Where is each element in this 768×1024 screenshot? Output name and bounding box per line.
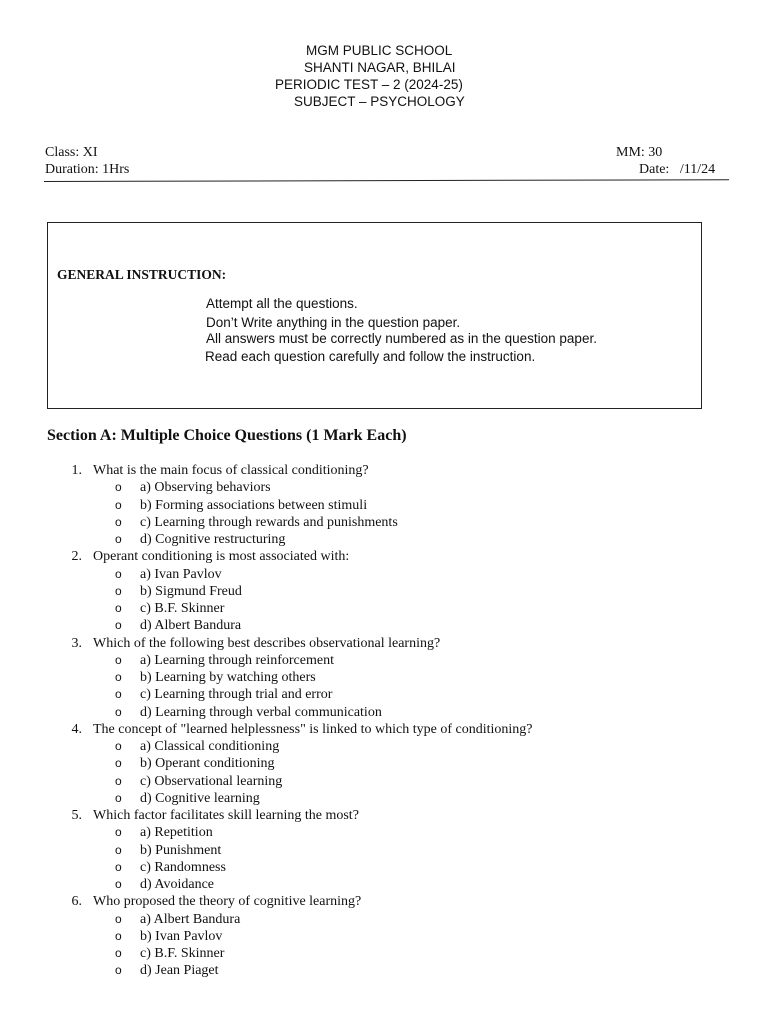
subject-title: SUBJECT – PSYCHOLOGY [294,94,465,109]
circle-bullet-icon: o [115,480,122,495]
question-text: Which of the following best describes observational learning? [93,635,441,651]
circle-bullet-icon: o [115,618,122,633]
circle-bullet-icon: o [115,739,122,753]
question-list [0,462,768,980]
option-text: b) Operant conditioning [140,756,275,772]
option-text: a) Learning through reinforcement [140,652,334,668]
circle-bullet-icon: o [115,963,122,978]
option-text: d) Cognitive learning [140,790,260,806]
question-5 [0,807,768,824]
circle-bullet-icon: o [115,842,122,857]
option-text: c) Learning through trial and error [140,687,333,703]
circle-bullet-icon: o [115,601,122,615]
option-item [0,911,768,928]
option-item [0,928,768,945]
option-text: d) Albert Bandura [140,618,242,634]
option-text: b) Punishment [140,842,222,858]
question-text: Operant conditioning is most associated with: [93,549,350,565]
circle-bullet-icon: o [115,497,122,512]
circle-bullet-icon: o [115,773,122,788]
instructions-box [47,222,702,409]
circle-bullet-icon: o [115,825,122,840]
question-text: What is the main focus of classical conditioning? [93,463,369,478]
school-name: MGM PUBLIC SCHOOL [306,43,453,58]
option-item [0,755,768,772]
option-item [0,531,768,548]
option-item [0,497,768,514]
question-2 [0,548,768,565]
paper-header [0,42,768,110]
class-label: Class: XI [45,145,98,160]
option-item [0,773,768,790]
option-item [0,617,768,634]
option-text: b) Forming associations between stimuli [140,497,368,513]
option-text: b) Ivan Pavlov [140,928,223,944]
option-item [0,962,768,979]
option-item [0,859,768,876]
option-item [0,583,768,600]
option-item [0,790,768,807]
circle-bullet-icon: o [115,514,122,529]
question-number: 5. [71,808,82,823]
circle-bullet-icon: o [115,877,122,891]
option-item [0,738,768,755]
circle-bullet-icon: o [115,756,122,771]
option-text: c) Randomness [140,859,226,875]
circle-bullet-icon: o [115,583,122,598]
option-text: a) Repetition [140,825,213,841]
question-text: Which factor facilitates skill learning the most? [93,808,359,823]
circle-bullet-icon: o [115,859,122,874]
instruction-line: Don’t Write anything in the question paper. [206,315,461,330]
question-4 [0,721,768,738]
option-item [0,842,768,859]
date-label: Date: /11/24 [639,162,716,177]
question-number: 2. [71,549,82,565]
circle-bullet-icon: o [115,687,122,702]
option-text: d) Avoidance [140,877,214,892]
duration-label: Duration: 1Hrs [45,162,130,177]
option-text: d) Learning through verbal communication [140,704,382,720]
option-text: b) Sigmund Freud [140,583,242,599]
option-text: a) Classical conditioning [140,739,280,754]
option-item [0,652,768,669]
option-item [0,876,768,893]
option-item [0,704,768,721]
max-marks-label: MM: 30 [616,145,663,160]
circle-bullet-icon: o [115,928,122,943]
circle-bullet-icon: o [115,670,122,684]
option-text: a) Albert Bandura [140,911,241,927]
option-item [0,686,768,703]
option-text: c) B.F. Skinner [140,946,225,961]
option-text: c) Learning through rewards and punishments [140,514,398,530]
option-text: d) Cognitive restructuring [140,532,286,547]
instruction-line: Read each question carefully and follow the instruction. [205,349,536,364]
option-text: c) B.F. Skinner [140,601,225,616]
question-text: Who proposed the theory of cognitive learning? [93,894,362,910]
test-title: PERIODIC TEST – 2 (2024-25) [275,77,463,92]
circle-bullet-icon: o [115,946,122,960]
question-6 [0,893,768,910]
option-item [0,479,768,496]
instructions-title: GENERAL INSTRUCTION: [57,267,227,282]
question-text: The concept of "learned helplessness" is linked to which type of conditioning? [93,721,533,737]
question-number: 3. [71,635,82,651]
instruction-line: Attempt all the questions. [206,296,358,311]
option-item [0,669,768,686]
circle-bullet-icon: o [115,532,122,546]
circle-bullet-icon: o [115,652,122,667]
option-text: a) Ivan Pavlov [140,566,222,582]
option-text: d) Jean Piaget [140,963,219,979]
instruction-line: All answers must be correctly numbered as in the question paper. [206,331,597,346]
header-divider [44,179,729,182]
option-text: a) Observing behaviors [140,480,271,496]
option-item [0,945,768,962]
option-item [0,824,768,841]
question-number: 4. [71,721,82,737]
question-3 [0,635,768,652]
question-number: 6. [71,894,82,910]
question-1 [0,462,768,479]
option-text: b) Learning by watching others [140,670,316,685]
circle-bullet-icon: o [115,566,122,581]
option-item [0,566,768,583]
option-text: c) Observational learning [140,773,283,789]
school-location: SHANTI NAGAR, BHILAI [304,60,456,75]
option-item [0,600,768,617]
question-number: 1. [71,463,82,478]
option-item [0,514,768,531]
circle-bullet-icon: o [115,911,122,926]
section-a-title: Section A: Multiple Choice Questions (1 Mark Each) [47,427,407,444]
circle-bullet-icon: o [115,704,122,719]
circle-bullet-icon: o [115,790,122,805]
